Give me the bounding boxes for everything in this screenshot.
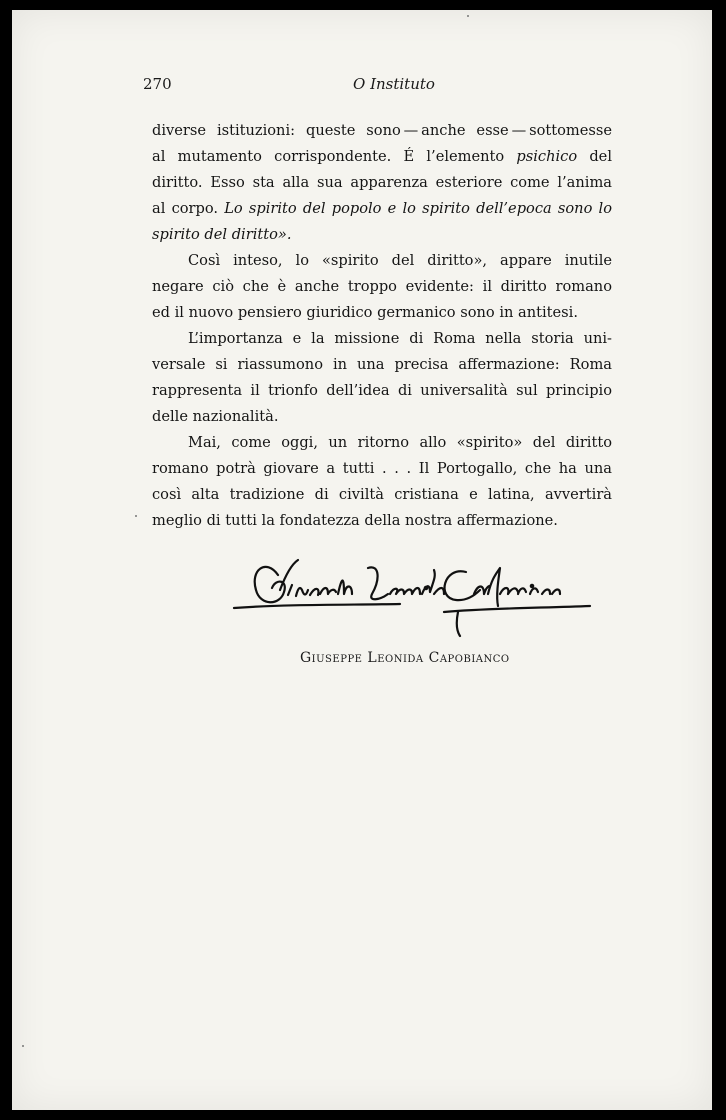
text-line: Mai, come oggi, un ritorno allo «spirito» del diritto: [188, 434, 612, 451]
italic-quote-end: spirito del diritto».: [152, 226, 292, 243]
page-number: 270: [143, 75, 172, 93]
handwritten-signature: [230, 550, 595, 640]
paragraph-4: [152, 430, 612, 534]
text-span: al mutamento corrispondente. É l’elemento: [152, 148, 517, 165]
text-line: delle nazionalità.: [152, 408, 279, 425]
italic-quote: Lo spirito del popolo e lo spirito dell’epoca sono lo: [224, 200, 613, 217]
italic-term: psichico: [516, 148, 578, 165]
text-line: così alta tradizione di civiltà cristiana e latina, avvertirà: [152, 486, 612, 503]
running-title: O Instituto: [353, 75, 435, 93]
text-span: del: [577, 148, 612, 165]
paragraph-1: [152, 118, 612, 248]
signer-name: Giuseppe Leonida Capobianco: [300, 650, 510, 666]
text-line: [152, 144, 612, 170]
text-line: meglio di tutti la fondatezza della nostra affermazione.: [152, 512, 558, 529]
text-span: al corpo.: [152, 200, 225, 217]
page-header: [143, 75, 610, 99]
speck-mark: [135, 515, 137, 517]
text-line: Così inteso, lo «spirito del diritto», appare inutile: [188, 252, 612, 269]
text-line: [152, 196, 612, 222]
text-line: romano potrà giovare a tutti . . . Il Portogallo, che ha una: [152, 460, 612, 477]
paragraph-2: [152, 248, 612, 326]
speck-mark: [22, 1045, 24, 1047]
text-line: negare ciò che è anche troppo evidente: il diritto romano: [152, 278, 612, 295]
text-line: L’importanza e la missione di Roma nella storia uni-: [188, 330, 612, 347]
text-line: rappresenta il trionfo dell’idea di universalità sul principio: [152, 382, 612, 399]
paragraph-3: [152, 326, 612, 430]
text-line: versale si riassumono in una precisa affermazione: Roma: [152, 356, 612, 373]
speck-mark: [467, 15, 469, 17]
body-text: [152, 118, 612, 534]
text-line: [152, 222, 612, 248]
text-line: diverse istituzioni: queste sono — anche esse — sottomesse: [152, 122, 612, 139]
text-line: ed il nuovo pensiero giuridico germanico sono in antitesi.: [152, 304, 578, 321]
text-line: diritto. Esso sta alla sua apparenza esteriore come l’anima: [152, 174, 612, 191]
